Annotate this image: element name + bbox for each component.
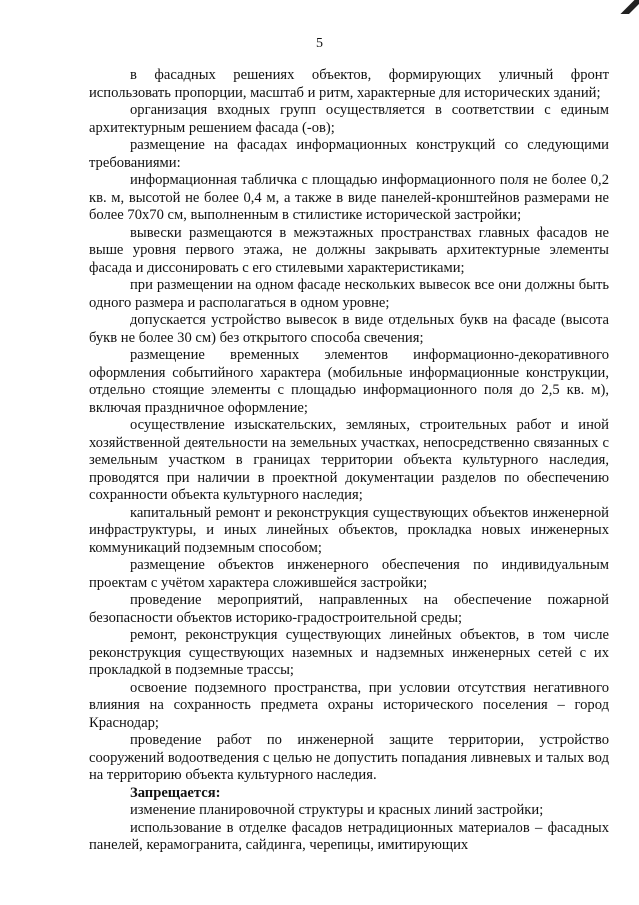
paragraph-facade-proportions: в фасадных решениях объектов, формирующих уличный фронт использовать пропорции, масштаб и ритм, характерные для исторических зданий; [89,67,609,101]
paragraph-entrance-groups: организация входных групп осуществляется в соответствии с единым архитектурным решением фасада (-ов); [89,102,609,136]
paragraph-planning-structure: изменение планировочной структуры и красных линий застройки; [130,802,544,818]
paragraph-temporary-elements: размещение временных элементов информационно-декоративного оформления событийного характера (мобильные информационные конструкции, отдельно стоящие элементы с площадью информационного поля до 2,5 кв. м), включая праздничное оформление; [89,347,609,416]
document-body [89,67,609,855]
paragraph-fire-safety: проведение мероприятий, направленных на обеспечение пожарной безопасности объектов историко-градостроительной среды; [89,592,609,626]
staple-mark-icon [619,0,639,14]
paragraph-engineering-objects: размещение объектов инженерного обеспечения по индивидуальным проектам с учётом характера сложившейся застройки; [89,557,609,591]
paragraph-engineering-protection: проведение работ по инженерной защите территории, устройство сооружений водоотведения с целью не допустить попадания ливневых и талых вод на территорию объекта культурного наследия. [89,732,609,783]
paragraph-survey-works: осуществление изыскательских, земляных, строительных работ и иной хозяйственной деятельности на земельных участках, непосредственно связанных с земельным участком в границах территории объекта культурного наследия, проводятся при наличии в проектной документации разделов по обеспечению сохранности объекта культурного наследия; [89,417,609,503]
paragraph-underground-space: освоение подземного пространства, при условии отсутствия негативного влияния на сохранность предмета охраны исторического поселения – город Краснодар; [89,679,609,731]
paragraph-signboards: вывески размещаются в межэтажных пространствах главных фасадов не выше уровня первого этажа, не должны закрывать архитектурные элементы фасада и диссонировать с его стилевыми характеристиками; [89,224,609,276]
paragraph-separate-letters: допускается устройство вывесок в виде отдельных букв на фасаде (высота букв не более 30 см) без открытого способа свечения; [89,312,609,346]
paragraph-capital-repair: капитальный ремонт и реконструкция существующих объектов инженерной инфраструктуры, и иных линейных объектов, прокладка новых инженерных коммуникаций подземным способом; [89,504,609,556]
paragraph-multiple-signs: при размещении на одном фасаде нескольких вывесок все они должны быть одного размера и располагаться в одном уровне; [89,277,609,311]
paragraph-info-structures: размещение на фасадах информационных конструкций со следующими требованиями: [89,137,609,171]
paragraph-info-plate: информационная табличка с площадью информационного поля не более 0,2 кв. м, высотой не более 0,4 м, а также в виде панелей-кронштейнов размерами не более 70х70 см, выполненным в стилистике исторической застройки; [89,172,609,223]
paragraph-facade-materials: использование в отделке фасадов нетрадиционных материалов – фасадных панелей, керамогранита, сайдинга, черепицы, имитирующих [89,819,609,853]
page-number: 5 [316,36,323,51]
prohibited-heading: Запрещается: [130,784,221,801]
paragraph-linear-objects: ремонт, реконструкция существующих линейных объектов, в том числе реконструкция существующих наземных и надземных инженерных сетей с их прокладкой в подземные трассы; [89,627,609,678]
